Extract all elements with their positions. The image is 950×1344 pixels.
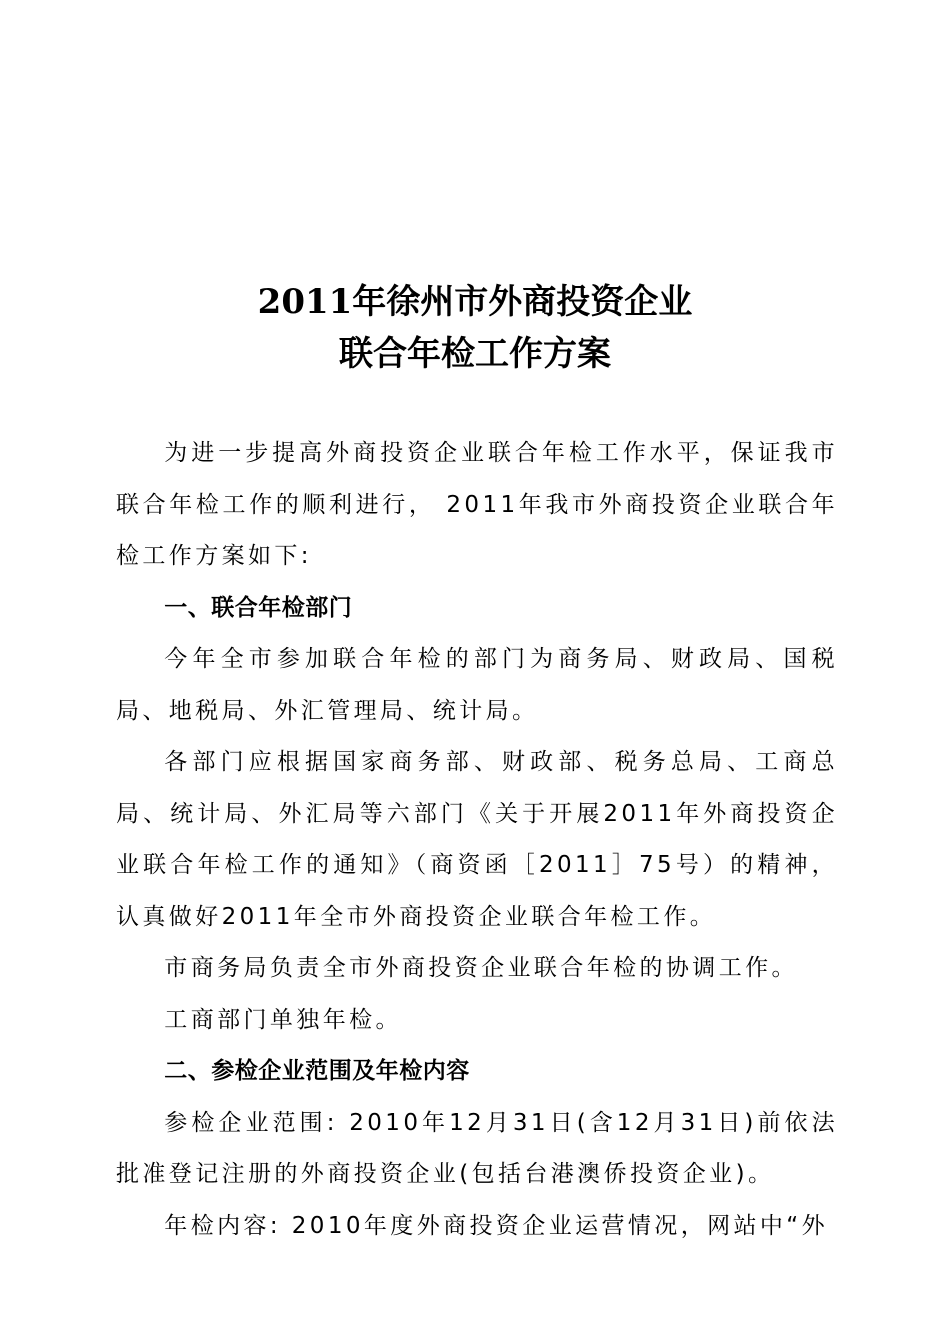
scope-paragraph: 参检企业范围: 2010年12月31日(含12月31日)前依法批准登记注册的外商投资企业(包括台港澳侨投资企业)。 bbox=[116, 1109, 838, 1187]
content-paragraph: 年检内容: 2010年度外商投资企业运营情况，网站中“外 bbox=[164, 1212, 829, 1239]
document-title-line-1: 2011年徐州市外商投资企业 bbox=[257, 282, 693, 322]
section-1-heading: 一、联合年检部门 bbox=[164, 594, 353, 621]
departments-paragraph: 今年全市参加联合年检的部门为商务局、财政局、国税局、地税局、外汇管理局、统计局。 bbox=[116, 646, 838, 724]
document-body bbox=[116, 428, 838, 1252]
document-title-line-2: 联合年检工作方案 bbox=[339, 334, 611, 374]
intro-paragraph: 为进一步提高外商投资企业联合年检工作水平，保证我市联合年检工作的顺利进行， 2011年我市外商投资企业联合年检工作方案如下: bbox=[116, 440, 838, 569]
basis-paragraph: 各部门应根据国家商务部、财政部、税务总局、工商总局、统计局、外汇局等六部门《关于开展2011年外商投资企业联合年检工作的通知》（商资函［2011］75号）的精神，认真做好2011年全市外商投资企业联合年检工作。 bbox=[116, 749, 838, 930]
coordination-paragraph: 市商务局负责全市外商投资企业联合年检的协调工作。 bbox=[164, 955, 798, 981]
industry-paragraph: 工商部门单独年检。 bbox=[164, 1006, 402, 1033]
section-2-heading: 二、参检企业范围及年检内容 bbox=[164, 1058, 470, 1084]
